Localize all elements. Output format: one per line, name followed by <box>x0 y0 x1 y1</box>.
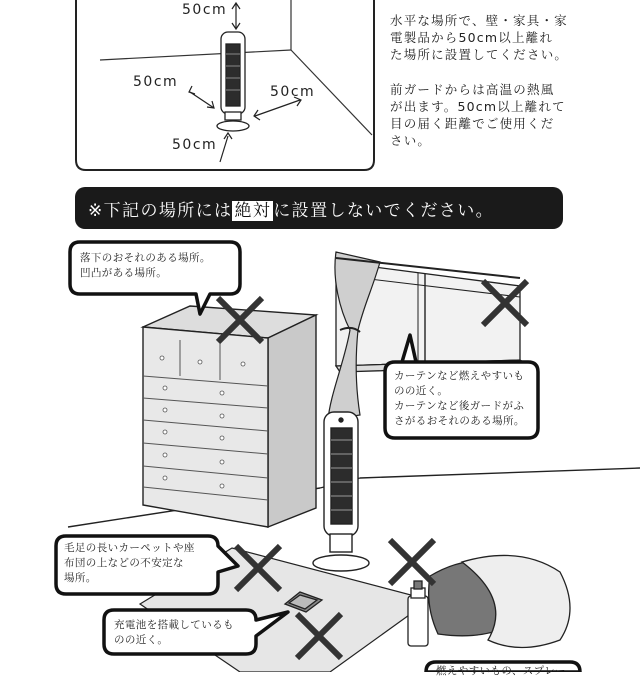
dimension-bottom: 50cm <box>172 137 218 153</box>
callout-falling: 落下のおそれのある場所。 凹凸がある場所。 <box>80 252 211 279</box>
installation-note-1: 水平な場所で、壁・家具・家 電製品から50cm以上離れ た場所に設置してください。 <box>390 13 569 62</box>
warning-highlight: 絶対 <box>234 201 272 221</box>
warning-prefix: ※下記の場所には <box>88 201 233 221</box>
callout-curtain: カーテンなど燃えやすいも のの近く。 カーテンなど後ガードがふ さがるおそれのある場所。 <box>394 370 525 427</box>
spray-can <box>408 581 428 646</box>
chest-of-drawers <box>143 306 316 527</box>
callout-carpet: 毛足の長いカーペットや座 布団の上などの不安定な 場所。 <box>64 542 195 584</box>
dimension-right: 50cm <box>270 84 316 100</box>
cushion <box>429 555 570 647</box>
warning-suffix: に設置しないでください。 <box>273 201 495 221</box>
diagram-heater <box>217 32 249 131</box>
dimension-top: 50cm <box>182 2 228 18</box>
callout-spray: 燃えやすいもの、スプレー <box>436 665 566 677</box>
heater <box>313 412 369 571</box>
callout-battery: 充電池を搭載しているも のの近く。 <box>114 619 234 646</box>
installation-note-2: 前ガードからは高温の熱風 が出ます。50cm以上離れて 目の届く距離でご使用くだ さい。 <box>390 82 566 148</box>
warning-banner-text <box>88 196 494 221</box>
dimension-left: 50cm <box>133 74 179 90</box>
